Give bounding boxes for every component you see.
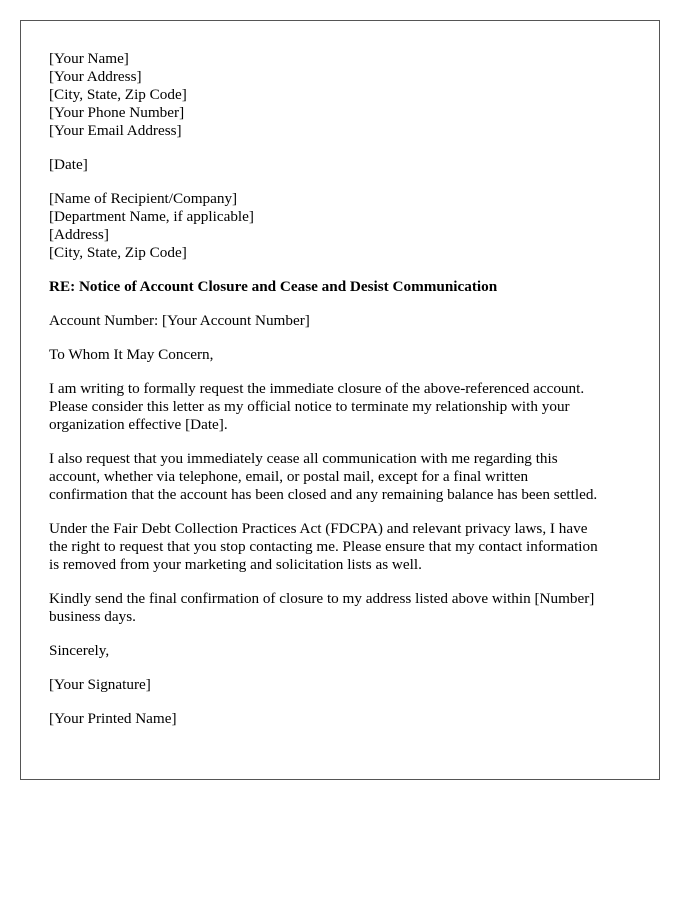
paragraph-line: Kindly send the final confirmation of closure to my address listed above within [Number]	[49, 590, 595, 607]
paragraph-line: is removed from your marketing and solicitation lists as well.	[49, 556, 422, 573]
sender-email: [Your Email Address]	[49, 122, 182, 139]
signature: [Your Signature]	[49, 676, 151, 693]
salutation: To Whom It May Concern,	[49, 346, 214, 363]
letter-date: [Date]	[49, 156, 88, 173]
letter-page	[20, 20, 660, 780]
paragraph-line: the right to request that you stop contacting me. Please ensure that my contact information	[49, 538, 598, 555]
body-paragraph-4	[49, 590, 639, 626]
body-paragraph-1	[49, 380, 639, 434]
account-number: Account Number: [Your Account Number]	[49, 312, 310, 329]
recipient-city-state-zip: [City, State, Zip Code]	[49, 244, 187, 261]
salutation-block	[49, 346, 639, 364]
sender-phone: [Your Phone Number]	[49, 104, 185, 121]
sender-name: [Your Name]	[49, 50, 129, 67]
paragraph-line: organization effective [Date].	[49, 416, 228, 433]
paragraph-line: account, whether via telephone, email, or postal mail, except for a final written	[49, 468, 529, 485]
sender-city-state-zip: [City, State, Zip Code]	[49, 86, 187, 103]
body-paragraph-3	[49, 520, 639, 574]
subject-line: RE: Notice of Account Closure and Cease and Desist Communication	[49, 278, 498, 295]
paragraph-line: I am writing to formally request the immediate closure of the above-referenced account.	[49, 380, 585, 397]
closing-block	[49, 642, 639, 660]
paragraph-line: business days.	[49, 608, 136, 625]
recipient-block	[49, 190, 639, 262]
body-paragraph-2	[49, 450, 639, 504]
printed-name-block	[49, 710, 639, 728]
sender-address: [Your Address]	[49, 68, 142, 85]
recipient-name: [Name of Recipient/Company]	[49, 190, 238, 207]
closing: Sincerely,	[49, 642, 110, 659]
printed-name: [Your Printed Name]	[49, 710, 177, 727]
paragraph-line: Under the Fair Debt Collection Practices Act (FDCPA) and relevant privacy laws, I have	[49, 520, 588, 537]
recipient-department: [Department Name, if applicable]	[49, 208, 254, 225]
paragraph-line: confirmation that the account has been closed and any remaining balance has been settled.	[49, 486, 598, 503]
paragraph-line: Please consider this letter as my official notice to terminate my relationship with your	[49, 398, 570, 415]
account-number-block	[49, 312, 639, 330]
recipient-address: [Address]	[49, 226, 109, 243]
subject-block	[49, 278, 639, 296]
letter-content	[49, 50, 639, 744]
paragraph-line: I also request that you immediately cease all communication with me regarding this	[49, 450, 558, 467]
date-block	[49, 156, 639, 174]
sender-block	[49, 50, 639, 140]
signature-block	[49, 676, 639, 694]
